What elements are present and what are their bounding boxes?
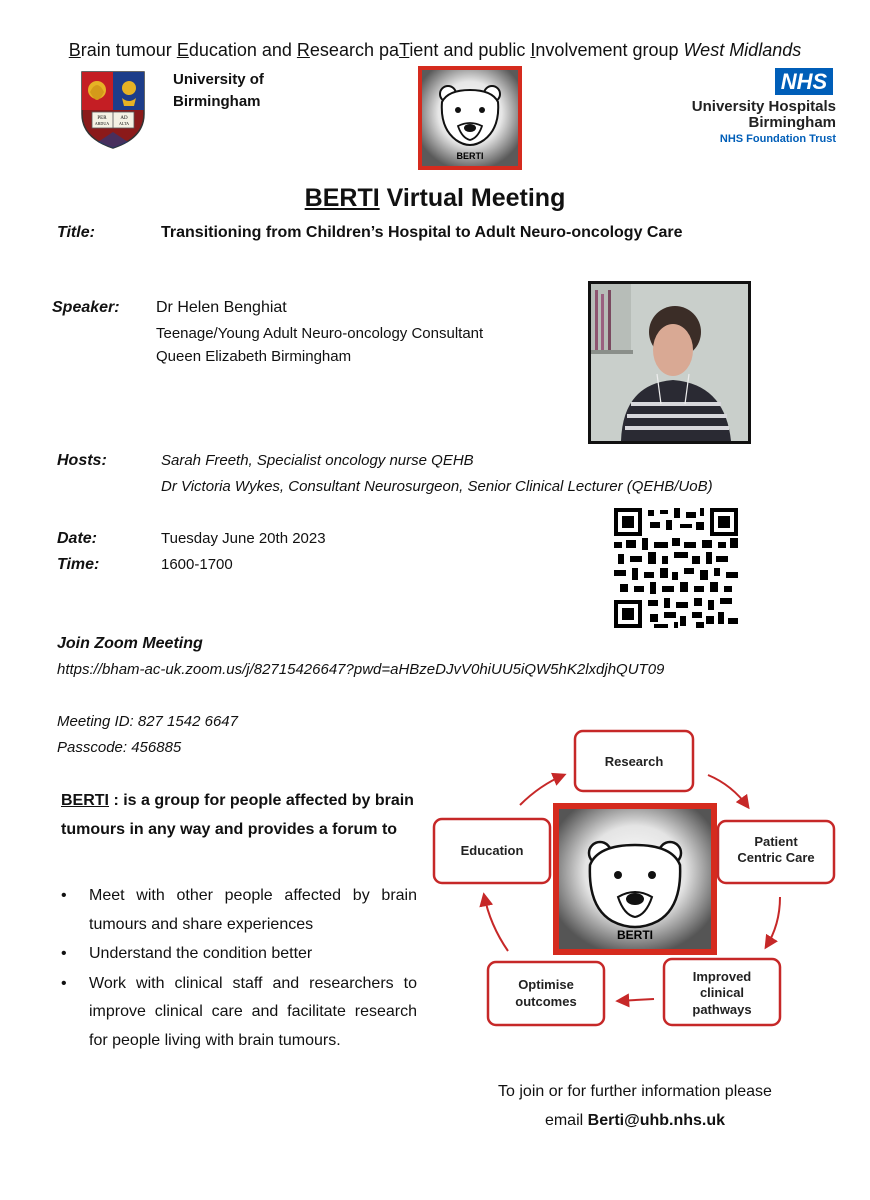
- contact-info: [430, 1077, 840, 1135]
- trust-name: NHS Foundation Trust: [719, 133, 836, 145]
- cycle-label: pathways: [692, 1002, 752, 1017]
- host-two: Dr Victoria Wykes, Consultant Neurosurgeon, Senior Clinical Lecturer (QEHB/UoB): [161, 478, 713, 495]
- hospital-name-line: University Hospitals: [691, 98, 836, 115]
- header-initial: T: [398, 40, 410, 60]
- arrow: [708, 775, 748, 807]
- heading-prefix: BERTI: [304, 184, 380, 212]
- berti-bear-logo: [418, 66, 522, 170]
- header-initial: B: [68, 40, 81, 60]
- bear-logo-label: BERTI: [456, 151, 484, 161]
- berti-name: BERTI: [61, 792, 109, 809]
- header-text: rain tumour: [80, 40, 177, 60]
- speaker-label: Speaker:: [52, 299, 120, 316]
- contact-email-line: [430, 1106, 840, 1135]
- contact-email-link[interactable]: Berti@uhb.nhs.uk: [587, 1112, 726, 1129]
- title-label: Title:: [57, 224, 95, 241]
- zoom-meeting-link[interactable]: https://bham-ac-uk.zoom.us/j/82715426647?pwd=aHBzeDJvV0hiUU5iQW5hK2lxdjhQUT09: [57, 661, 665, 678]
- email-prefix: email: [544, 1112, 588, 1129]
- meeting-passcode: Passcode: 456885: [57, 739, 182, 756]
- cycle-label: Improved: [692, 969, 752, 984]
- contact-line: To join or for further information please: [498, 1083, 772, 1100]
- cycle-label: Education: [460, 843, 524, 858]
- speaker-photo: [588, 281, 751, 444]
- cycle-label: outcomes: [515, 994, 577, 1009]
- header-initial: I: [530, 40, 536, 60]
- motto-text: AD: [120, 116, 128, 121]
- speaker-photo-image: [591, 284, 748, 441]
- header-text: ient and public: [409, 40, 531, 60]
- speaker-role: Teenage/Young Adult Neuro-oncology Consultant: [156, 325, 484, 342]
- center-logo-label: BERTI: [617, 928, 653, 942]
- speaker-place: Queen Elizabeth Birmingham: [156, 348, 352, 365]
- berti-benefits-list: [61, 882, 417, 1056]
- speaker-name: Dr Helen Benghiat: [156, 299, 287, 316]
- page-title: [0, 184, 870, 213]
- meeting-id: Meeting ID: 827 1542 6647: [57, 713, 238, 730]
- group-name-header: [0, 40, 870, 61]
- list-item: • Understand the condition better: [61, 940, 417, 969]
- motto-text: ARDUA: [94, 121, 110, 126]
- meeting-date: Tuesday June 20th 2023: [161, 530, 326, 547]
- hospital-name: [692, 99, 836, 131]
- cycle-label: Optimise: [518, 977, 574, 992]
- university-name-line: Birmingham: [173, 93, 261, 110]
- header-initial: E: [176, 40, 189, 60]
- uob-crest-logo: [80, 70, 146, 150]
- list-item: • Work with clinical staff and researchers to improve clinical care and facilitate research for people living with brain tumours.: [61, 970, 417, 1056]
- join-zoom-label: Join Zoom Meeting: [57, 635, 203, 652]
- header-text: esearch pa: [309, 40, 399, 60]
- university-name-line: University of: [173, 71, 264, 88]
- cycle-label: Patient: [754, 834, 798, 849]
- cycle-label: clinical: [699, 985, 745, 1000]
- berti-center-logo: [553, 803, 717, 955]
- hospital-name-line: Birmingham: [748, 114, 836, 131]
- cycle-label: Research: [604, 754, 664, 769]
- arrow: [618, 999, 654, 1001]
- berti-description: [61, 786, 421, 844]
- cycle-label: Centric Care: [737, 850, 815, 865]
- berti-intro: : is a group for people affected by brain tumours in any way and provides a forum to: [61, 792, 414, 838]
- header-initial: R: [296, 40, 310, 60]
- berti-cycle-diagram: [430, 725, 840, 1035]
- host-one: Sarah Freeth, Specialist oncology nurse QEHB: [161, 452, 474, 469]
- nhs-badge-logo: NHS: [775, 68, 833, 95]
- meeting-time: 1600-1700: [161, 556, 233, 573]
- hosts-label: Hosts:: [57, 452, 107, 469]
- list-item: • Meet with other people affected by brain tumours and share experiences: [61, 882, 417, 939]
- talk-title: Transitioning from Children’s Hospital to Adult Neuro-oncology Care: [161, 224, 683, 241]
- motto-text: ALTA: [119, 121, 129, 126]
- date-label: Date:: [57, 530, 98, 547]
- qr-code[interactable]: [614, 508, 738, 628]
- header-region: West Midlands: [683, 40, 802, 60]
- arrow: [520, 775, 564, 805]
- motto-text: PER: [97, 116, 107, 121]
- time-label: Time:: [57, 556, 100, 573]
- arrow: [766, 897, 780, 947]
- arrow: [484, 895, 508, 951]
- header-text: ducation and: [188, 40, 297, 60]
- university-name: [173, 69, 264, 113]
- heading-suffix: Virtual Meeting: [379, 184, 566, 212]
- header-text: nvolvement group: [535, 40, 684, 60]
